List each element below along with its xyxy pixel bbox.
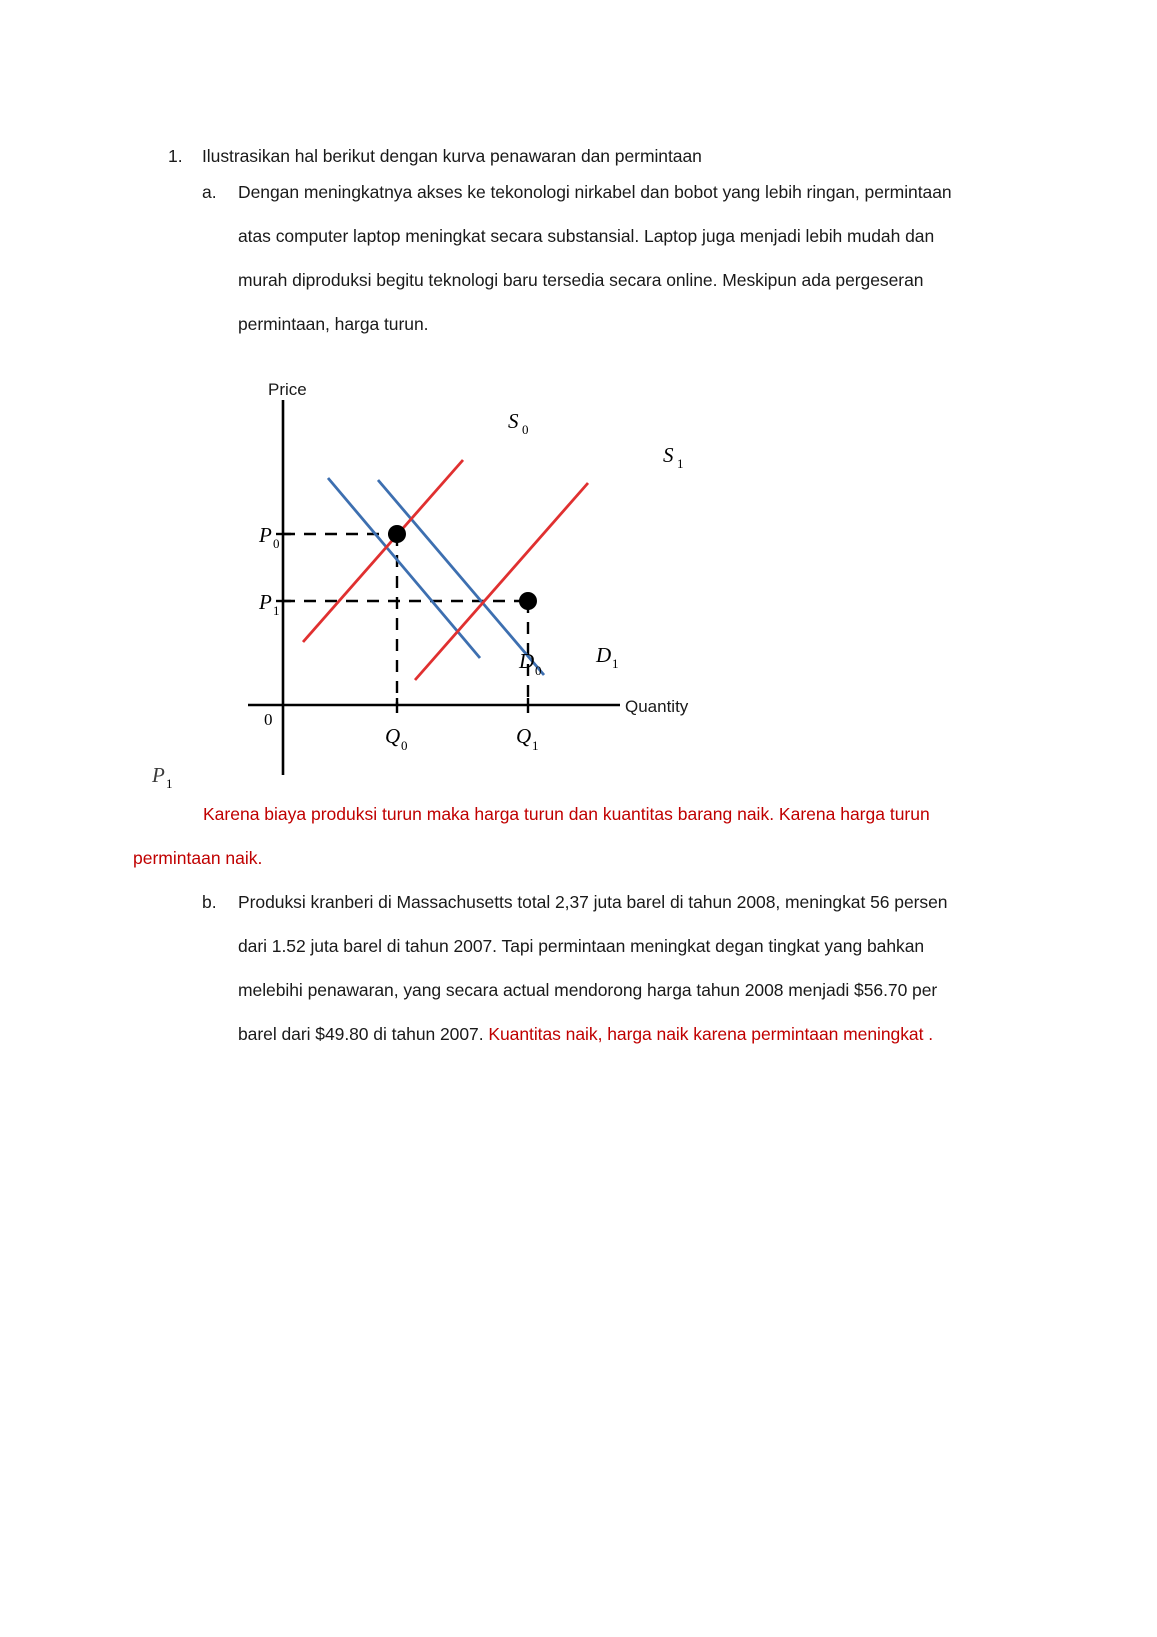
svg-text:0: 0 xyxy=(535,663,542,678)
svg-text:Q: Q xyxy=(516,724,532,748)
question-b-text-black: Produksi kranberi di Massachusetts total 2,37 juta barel di tahun 2008, meningkat 56 persen dari 1.52 juta barel di tahun 2007. Tapi permintaan meningkat degan tingkat yang bahkan melebihi penawaran, yang secara actual mendorong harga tahun 2008 menjadi $56.70 per barel dari $49.80 di tahun 2007. xyxy=(238,892,948,1044)
svg-text:1: 1 xyxy=(532,738,539,753)
svg-text:0: 0 xyxy=(273,536,280,551)
equilibrium-point-1 xyxy=(519,592,537,610)
svg-text:1: 1 xyxy=(166,776,173,790)
origin-label: 0 xyxy=(264,710,273,729)
svg-text:1: 1 xyxy=(612,656,619,671)
curve-label-d1 xyxy=(595,643,619,671)
svg-text:S: S xyxy=(663,443,674,467)
svg-text:P: P xyxy=(259,523,272,547)
question-1-text: Ilustrasikan hal berikut dengan kurva penawaran dan permintaan xyxy=(202,146,702,166)
answer-a-text: Karena biaya produksi turun maka harga turun dan kuantitas barang naik. Karena harga turun permintaan naik. xyxy=(133,804,930,868)
stray-label-p1 xyxy=(151,763,173,790)
curve-demand-1 xyxy=(378,480,544,675)
svg-text:Q: Q xyxy=(385,724,401,748)
question-b-row xyxy=(202,880,977,1056)
x-tick-label-q1 xyxy=(516,724,539,753)
curve-supply-1 xyxy=(415,483,588,680)
equilibrium-point-0 xyxy=(388,525,406,543)
question-b-text xyxy=(238,880,977,1056)
supply-demand-chart xyxy=(130,370,730,790)
question-a-text: Dengan meningkatnya akses ke tekonologi nirkabel dan bobot yang lebih ringan, permintaan atas computer laptop meningkat secara substansial. Laptop juga menjadi lebih mudah dan murah diproduksi begitu teknologi baru tersedia secara online. Meskipun ada pergeseran permintaan, harga turun. xyxy=(238,182,952,334)
y-tick-label-p1 xyxy=(258,590,280,618)
svg-text:P: P xyxy=(259,590,272,614)
y-tick-label-p0 xyxy=(258,523,280,551)
y-axis-label: Price xyxy=(268,380,307,399)
svg-text:S: S xyxy=(508,409,519,433)
svg-text:0: 0 xyxy=(401,738,408,753)
svg-text:D: D xyxy=(519,649,535,673)
svg-text:0: 0 xyxy=(522,422,529,437)
x-axis-label: Quantity xyxy=(625,697,689,716)
question-a-row xyxy=(202,170,962,346)
curve-label-s1 xyxy=(663,443,684,471)
svg-text:1: 1 xyxy=(273,603,280,618)
svg-text:P: P xyxy=(152,763,165,787)
curve-label-d0 xyxy=(518,649,542,678)
svg-text:1: 1 xyxy=(677,456,684,471)
question-a-marker: a. xyxy=(202,182,217,202)
curve-label-s0 xyxy=(508,409,529,437)
svg-text:D: D xyxy=(596,643,612,667)
x-tick-label-q0 xyxy=(385,724,408,753)
question-1-marker: 1. xyxy=(168,146,183,166)
question-b-marker: b. xyxy=(202,892,217,912)
question-b-text-red: Kuantitas naik, harga naik karena permintaan meningkat . xyxy=(488,1024,934,1044)
